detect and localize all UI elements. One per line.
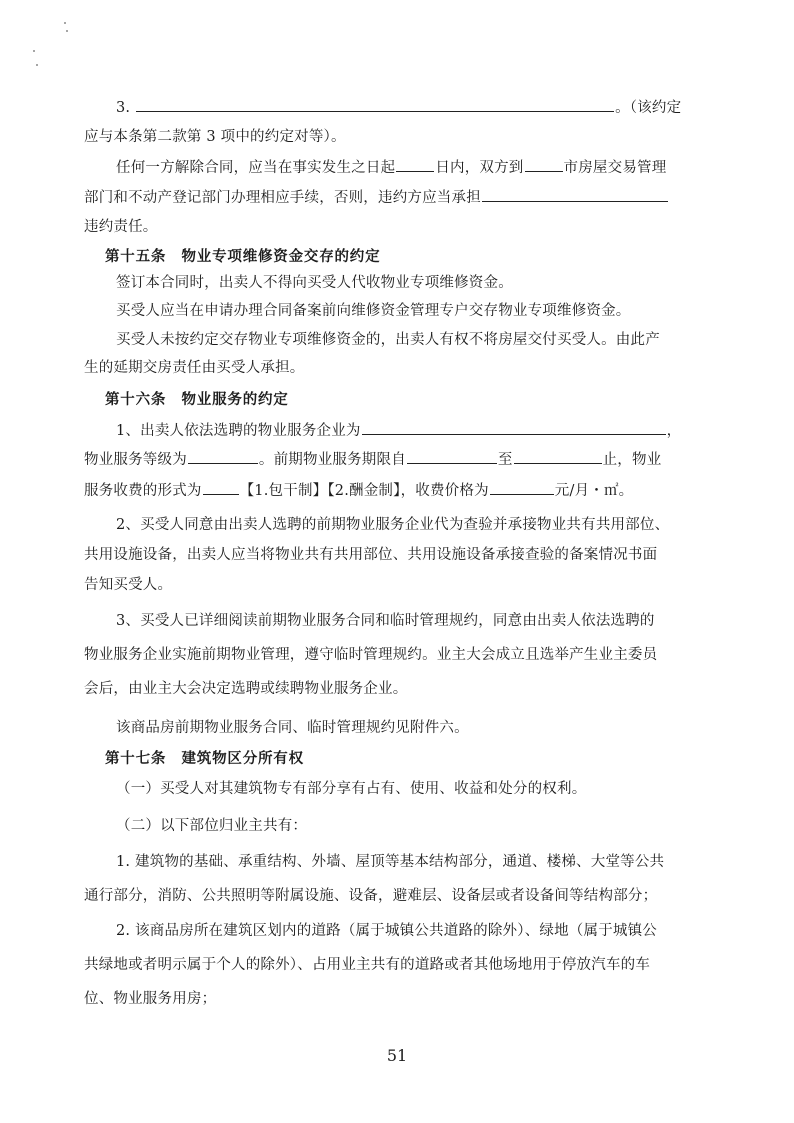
text-line: 告知买受人。	[84, 577, 173, 593]
text-line: 违约责任。	[84, 219, 158, 235]
liability-blank[interactable]	[482, 186, 668, 202]
text-line: 签订本合同时，出卖人不得向买受人代收物业专项维修资金。	[116, 275, 513, 291]
scan-speck	[66, 30, 68, 32]
text-line: 该商品房前期物业服务合同、临时管理规约见附件六。	[116, 720, 469, 736]
company-blank[interactable]	[362, 419, 666, 435]
scan-speck	[33, 50, 35, 52]
text-line: 共绿地或者明示属于个人的除外）、占用业主共有的道路或者其他场地用于停放汽车的车	[84, 957, 651, 973]
text-line: 位、物业服务用房；	[84, 991, 217, 1007]
property-company-line: 1、出卖人依法选聘的物业服务企业为 ，	[116, 419, 716, 442]
text-line: 2. 该商品房所在建筑区划内的道路（属于城镇公共道路的除外）、绿地（属于城镇公	[116, 923, 657, 939]
scan-speck	[36, 64, 38, 66]
text-line: 买受人应当在申请办理合同备案前向维修资金管理专户交存物业专项维修资金。	[116, 303, 631, 319]
level-blank[interactable]	[188, 448, 258, 464]
text-line: 2、买受人同意由出卖人选聘的前期物业服务企业代为查验并承接物业共有共用部位、	[116, 517, 670, 533]
clause-item-3: 3. 。（该约定	[116, 96, 716, 119]
article-16-heading: 第十六条 物业服务的约定	[105, 391, 289, 408]
article-15-heading: 第十五条 物业专项维修资金交存的约定	[105, 248, 381, 265]
text-line: 物业服务企业实施前期物业管理，遵守临时管理规约。业主大会成立且选举产生业主委员	[84, 647, 658, 663]
page-number: 51	[386, 1046, 408, 1065]
fee-form-line: 服务收费的形式为 【1.包干制】【2.酬金制】，收费价格为 元/月・㎡。	[84, 479, 716, 502]
text-line: 应与本条第二款第 3 项中的约定对等）。	[84, 129, 346, 145]
start-date-blank[interactable]	[407, 448, 497, 464]
fee-form-blank[interactable]	[203, 479, 239, 495]
end-date-blank[interactable]	[514, 448, 602, 464]
service-level-line: 物业服务等级为 。前期物业服务期限自 至 止，物业	[84, 448, 716, 471]
text-line: （二）以下部位归业主共有：	[116, 818, 308, 834]
text-line: 1. 建筑物的基础、承重结构、外墙、屋顶等基本结构部分，通道、楼梯、大堂等公共	[116, 854, 665, 870]
text-line: 会后，由业主大会决定选聘或续聘物业服务企业。	[84, 681, 408, 697]
fill-blank[interactable]	[136, 96, 614, 112]
text-line: 3、买受人已详细阅读前期物业服务合同和临时管理规约，同意由出卖人依法选聘的	[116, 613, 655, 629]
scan-speck	[64, 22, 66, 24]
text-line: 共用设施设备，出卖人应当将物业共有共用部位、共用设施设备承接查验的备案情况书面	[84, 547, 658, 563]
text-line: 通行部分，消防、公共照明等附属设施、设备，避难层、设备层或者设备间等结构部分；	[84, 888, 658, 904]
text-line: 买受人未按约定交存物业专项维修资金的，出卖人有权不将房屋交付买受人。由此产	[116, 332, 660, 348]
fee-price-blank[interactable]	[490, 479, 554, 495]
text-line: 部门和不动产登记部门办理相应手续，否则，违约方应当承担	[84, 186, 716, 209]
termination-line: 任何一方解除合同，应当在事实发生之日起 日内，双方到 市房屋交易管理	[116, 156, 716, 179]
text-line: （一）买受人对其建筑物专有部分享有占有、使用、收益和处分的权利。	[116, 781, 587, 797]
article-17-heading: 第十七条 建筑物区分所有权	[105, 750, 304, 767]
city-blank[interactable]	[525, 156, 563, 172]
text-line: 生的延期交房责任由买受人承担。	[84, 360, 305, 376]
days-blank[interactable]	[396, 156, 434, 172]
